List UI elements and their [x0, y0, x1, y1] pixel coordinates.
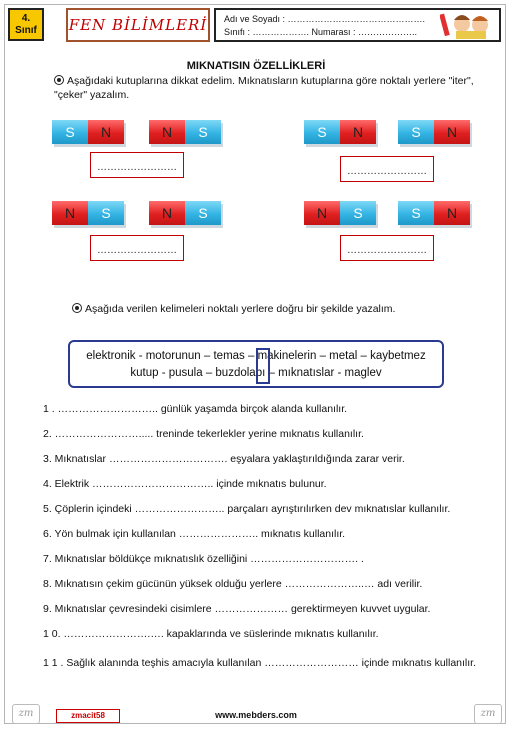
subject-title: FEN BİLİMLERİ: [68, 16, 208, 34]
grade-number: 4.: [21, 13, 31, 24]
question-8[interactable]: 8. Mıknatısın çekim gücünün yüksek olduğu yerlere …………………..… adı verilir.: [43, 578, 423, 590]
magnet-pole-s: S: [185, 201, 221, 225]
magnet-pole-s: S: [185, 120, 221, 144]
magnet-pole-s: S: [52, 120, 88, 144]
magnet-pole-n: N: [434, 201, 470, 225]
question-10[interactable]: 1 0. …………………….…. kapaklarında ve süslerinde mıknatıs kullanılır.: [43, 628, 379, 640]
kids-illustration-icon: [440, 10, 498, 40]
magnet-4-left: [304, 201, 376, 225]
footer-logo-right: zm: [474, 704, 502, 724]
answer-box-4[interactable]: ……………………: [340, 235, 434, 261]
magnet-pole-s: S: [398, 120, 434, 144]
magnet-pole-n: N: [340, 120, 376, 144]
question-11[interactable]: 1 1 . Sağlık alanında teşhis amacıyla kullanılan ……………………… içinde mıknatıs kullanılır.: [43, 657, 477, 669]
magnet-pole-n: N: [149, 120, 185, 144]
worksheet-heading: MIKNATISIN ÖZELLİKLERİ: [186, 60, 326, 72]
section2-instruction: [72, 302, 492, 316]
question-1[interactable]: 1 . ……………………….. günlük yaşamda birçok alanda kullanılır.: [43, 403, 348, 415]
magnet-2-right: [398, 120, 470, 144]
footer-tag: zmacit58: [56, 709, 120, 723]
footer-logo-left: zm: [12, 704, 40, 724]
section2-instruction-text: Aşağıda verilen kelimeleri noktalı yerlere doğru bir şekilde yazalım.: [85, 303, 396, 315]
answer-box-2[interactable]: ……………………: [340, 156, 434, 182]
student-class-line: Sınıfı : ………………. Numarası : ………………..: [224, 27, 418, 37]
word-bank-box: [68, 340, 444, 388]
magnet-pole-n: N: [88, 120, 124, 144]
question-5[interactable]: 5. Çöplerin içindeki …………………….. parçaları ayrıştırılırken dev mıknatıslar kullanılır.: [43, 503, 451, 515]
question-3[interactable]: 3. Mıknatıslar ……………………………. eşyalara yaklaştırıldığında zarar verir.: [43, 453, 405, 465]
magnet-pole-s: S: [340, 201, 376, 225]
magnet-pole-n: N: [304, 201, 340, 225]
grade-label: Sınıf: [15, 25, 37, 36]
section1-instruction-text: Aşağıdaki kutuplarına dikkat edelim. Mıknatısların kutuplarına göre noktalı yerlere "iter", "çeker" yazalım.: [54, 75, 474, 101]
magnet-pole-s: S: [88, 201, 124, 225]
magnet-3-right: [149, 201, 221, 225]
footer-url[interactable]: www.mebders.com: [215, 710, 297, 720]
bullet-icon: [54, 75, 64, 85]
section1-instruction: [54, 74, 474, 102]
student-name-line: Adı ve Soyadı : ……………………………………….: [224, 14, 426, 24]
magnet-2-left: [304, 120, 376, 144]
magnet-pole-s: S: [304, 120, 340, 144]
magnet-1-left: [52, 120, 124, 144]
grade-badge: [8, 8, 44, 41]
answer-box-1[interactable]: ……………………: [90, 152, 184, 178]
magnet-pole-n: N: [149, 201, 185, 225]
question-9[interactable]: 9. Mıknatıslar çevresindeki cisimlere ………………… gerektirmeyen kuvvet uygular.: [43, 603, 431, 615]
magnet-4-right: [398, 201, 470, 225]
question-4[interactable]: 4. Elektrik …………………………….. içinde mıknatıs bulunur.: [43, 478, 327, 490]
magnet-pole-n: N: [434, 120, 470, 144]
question-6[interactable]: 6. Yön bulmak için kullanılan ………………….. mıknatıs kullanılır.: [43, 528, 346, 540]
bullet-icon: [72, 303, 82, 313]
word-bank-line-2: kutup - pusula – buzdolabı – mıknatıslar - maglev: [130, 367, 382, 379]
question-7[interactable]: 7. Mıknatıslar böldükçe mıknatıslık özelliğini …………………………. .: [43, 553, 364, 565]
magnet-pole-s: S: [398, 201, 434, 225]
word-bank-line-1: elektronik - motorunun – temas – makinelerin – metal – kaybetmez: [86, 350, 426, 362]
magnet-pole-n: N: [52, 201, 88, 225]
question-2[interactable]: 2. ……………………..... treninde tekerlekler yerine mıknatıs kullanılır.: [43, 428, 364, 440]
magnet-1-right: [149, 120, 221, 144]
subject-title-box: [66, 8, 210, 42]
magnet-3-left: [52, 201, 124, 225]
answer-box-3[interactable]: ……………………: [90, 235, 184, 261]
